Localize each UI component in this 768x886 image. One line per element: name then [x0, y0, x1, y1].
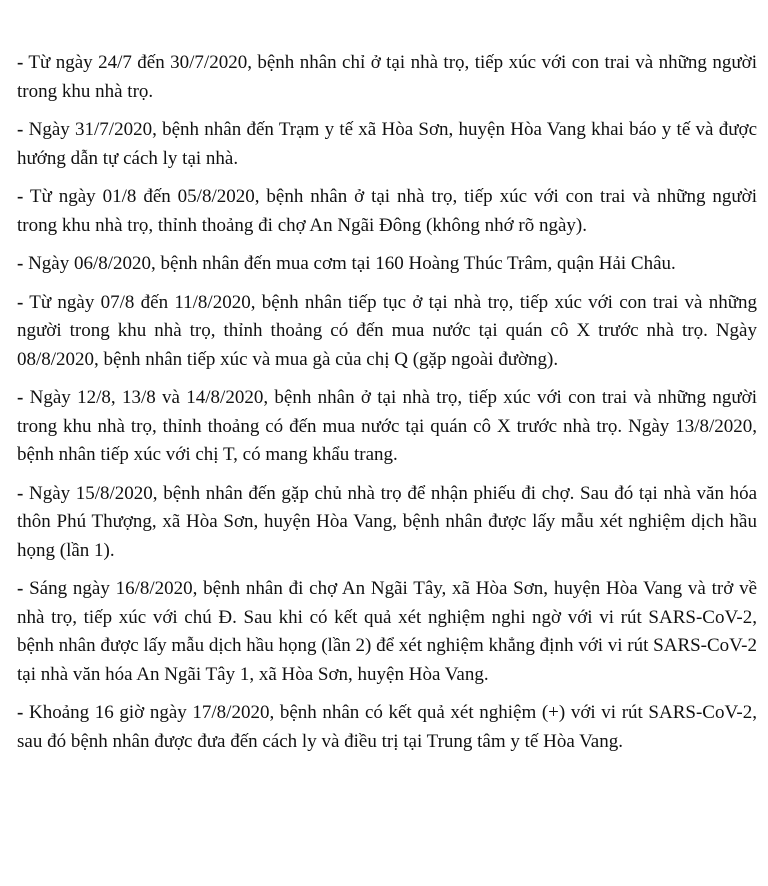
paragraph-5 — [17, 289, 757, 375]
paragraph-3-text: Từ ngày 01/8 đến 05/8/2020, bệnh nhân ở tại nhà trọ, tiếp xúc với con trai và những người trong khu nhà trọ, thỉnh thoảng đi chợ An Ngãi Đông (không nhớ rõ ngày). — [17, 186, 757, 236]
paragraph-6-text: Ngày 12/8, 13/8 và 14/8/2020, bệnh nhân ở tại nhà trọ, tiếp xúc với con trai và những người trong khu nhà trọ, thỉnh thoảng có đến mua nước tại quán cô X trước nhà trọ. Ngày 13/8/2020, bệnh nhân tiếp xúc với chị T, có mang khẩu trang. — [17, 387, 757, 465]
bullet-dash: - — [17, 52, 24, 73]
paragraph-4 — [17, 250, 757, 279]
bullet-dash: - — [17, 482, 24, 504]
bullet-dash: - — [17, 186, 24, 207]
paragraph-6 — [17, 384, 757, 470]
paragraph-2 — [17, 116, 757, 173]
paragraph-8 — [17, 575, 757, 689]
paragraph-3 — [17, 183, 757, 240]
paragraph-2-text: Ngày 31/7/2020, bệnh nhân đến Trạm y tế xã Hòa Sơn, huyện Hòa Vang khai báo y tế và được hướng dẫn tự cách ly tại nhà. — [17, 119, 758, 169]
bullet-dash: - — [17, 253, 24, 274]
bullet-dash: - — [17, 387, 24, 408]
bullet-dash: - — [17, 702, 24, 723]
paragraph-1 — [17, 49, 757, 106]
paragraph-9-text: Khoảng 16 giờ ngày 17/8/2020, bệnh nhân có kết quả xét nghiệm (+) với vi rút SARS-CoV-2, sau đó bệnh nhân được đưa đến cách ly và điều trị tại Trung tâm y tế Hòa Vang. — [17, 702, 758, 752]
paragraph-8-text: Sáng ngày 16/8/2020, bệnh nhân đi chợ An Ngãi Tây, xã Hòa Sơn, huyện Hòa Vang và trở về nhà trọ, tiếp xúc với chú Đ. Sau khi có kết quả xét nghiệm nghi ngờ với vi rút SARS-CoV-2, bệnh nhân được lấy mẫu dịch hầu họng (lần 2) để xét nghiệm khẳng định với vi rút SARS-CoV-2 tại nhà văn hóa An Ngãi Tây 1, xã Hòa Sơn, huyện Hòa Vang. — [17, 578, 758, 685]
paragraph-7 — [17, 480, 757, 566]
paragraph-4-text: Ngày 06/8/2020, bệnh nhân đến mua cơm tại 160 Hoàng Thúc Trâm, quận Hải Châu. — [28, 253, 676, 274]
bullet-dash: - — [17, 291, 24, 313]
paragraph-9 — [17, 699, 757, 756]
paragraph-7-text: Ngày 15/8/2020, bệnh nhân đến gặp chủ nhà trọ để nhận phiếu đi chợ. Sau đó tại nhà văn hóa thôn Phú Thượng, xã Hòa Sơn, huyện Hòa Vang, bệnh nhân được lấy mẫu xét nghiệm dịch hầu họng (lần 1). — [17, 482, 758, 561]
bullet-dash: - — [17, 578, 24, 599]
paragraph-1-text: Từ ngày 24/7 đến 30/7/2020, bệnh nhân chỉ ở tại nhà trọ, tiếp xúc với con trai và những người trong khu nhà trọ. — [17, 52, 757, 102]
bullet-dash: - — [17, 119, 24, 140]
paragraph-5-text: Từ ngày 07/8 đến 11/8/2020, bệnh nhân tiếp tục ở tại nhà trọ, tiếp xúc với con trai và những người trong khu nhà trọ, thỉnh thoảng có đến mua nước tại quán cô X trước nhà trọ. Ngày 08/8/2020, bệnh nhân tiếp xúc và mua gà của chị Q (gặp ngoài đường). — [17, 291, 757, 370]
